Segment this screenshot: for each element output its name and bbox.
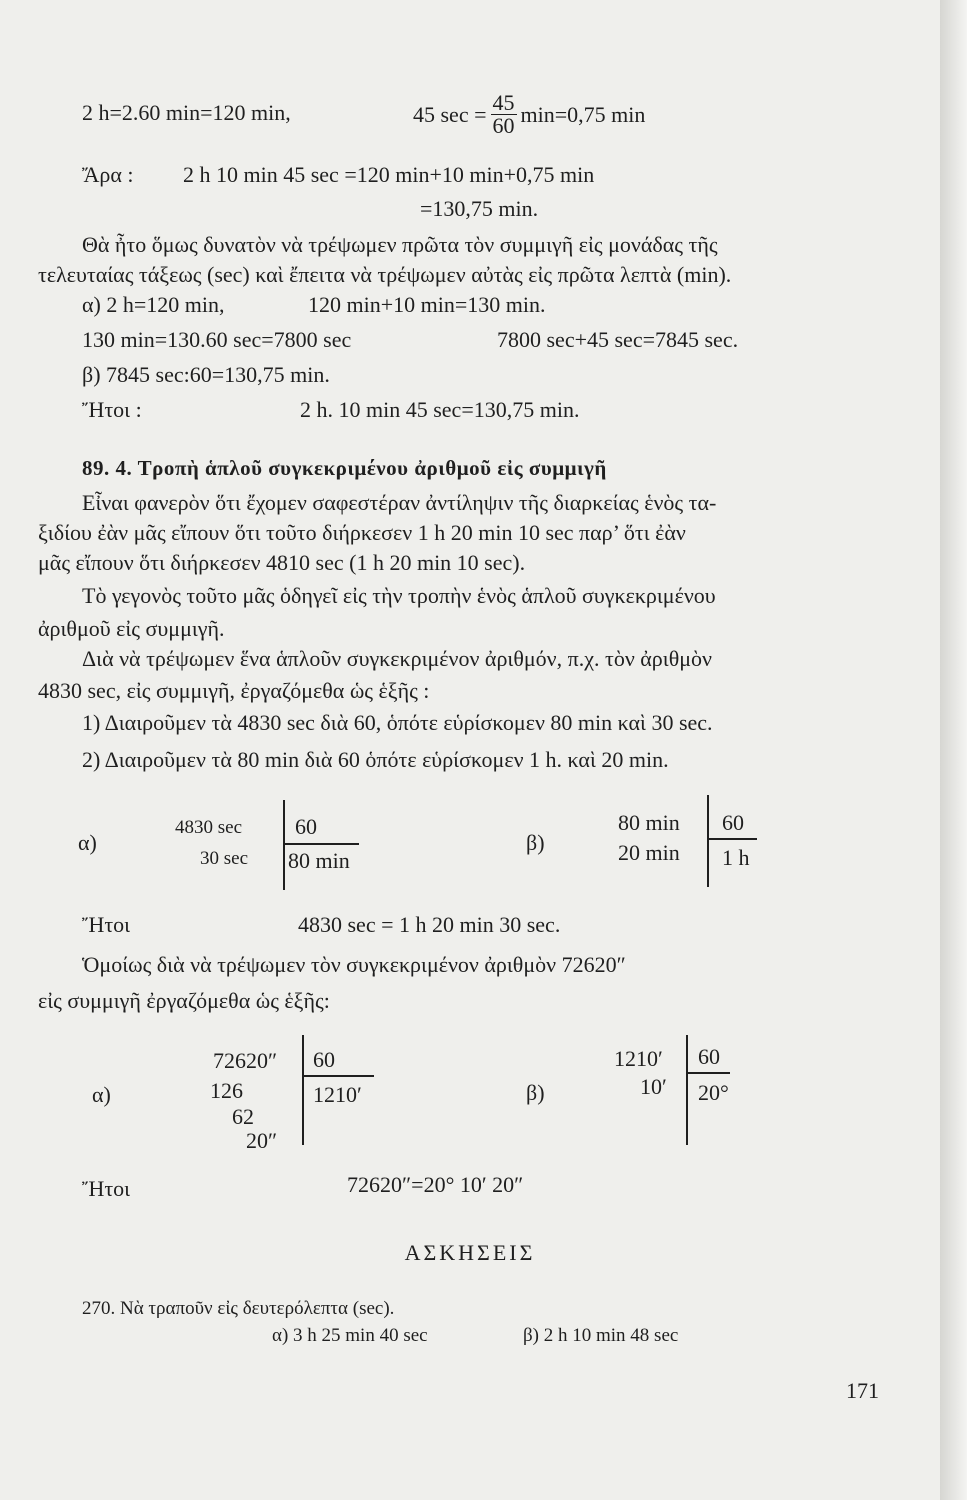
- page-edge: [940, 0, 967, 1500]
- ara-label: Ἄρα :: [82, 162, 134, 187]
- paragraph-line: μᾶς εἴπουν ὅτι διήρκεσεν 4810 sec (1 h 20 min 10 sec).: [38, 550, 526, 575]
- division-horizontal-rule: [707, 838, 757, 840]
- paragraph-line: εἰς συμμιγῆ ἐργαζόμεθα ὡς ἑξῆς:: [38, 988, 330, 1013]
- etoi-label: Ἤτοι: [82, 912, 131, 937]
- division-quotient: 1 h: [722, 845, 750, 870]
- division-horizontal-rule: [686, 1072, 730, 1074]
- division-divisor: 60: [698, 1044, 720, 1069]
- paragraph-line: ξιδίου ἐὰν μᾶς εἴπουν ὅτι τοῦτο διήρκεσεν 1 h 20 min 10 sec παρ’ ὅτι ἐὰν: [38, 520, 686, 545]
- paragraph-line: Εἶναι φανερὸν ὅτι ἔχομεν σαφεστέραν ἀντίληψιν τῆς διαρκείας ἑνὸς τα-: [82, 490, 717, 515]
- etoi-label: Ἤτοι :: [82, 397, 142, 422]
- division-vertical-rule: [707, 795, 709, 887]
- division-partial-remainder: 62: [232, 1104, 254, 1129]
- division-label: β): [526, 830, 545, 855]
- step-2: 2) Διαιροῦμεν τὰ 80 min διὰ 60 ὁπότε εὑρίσκομεν 1 h. καὶ 20 min.: [82, 747, 669, 772]
- ara-expression: 2 h 10 min 45 sec =120 min+10 min+0,75 min: [183, 162, 595, 187]
- division-quotient: 80 min: [288, 848, 350, 873]
- equation-line-1: [82, 100, 291, 126]
- fraction-numerator: 45: [492, 90, 515, 115]
- paragraph-line: Θὰ ἦτο ὅμως δυνατὸν νὰ τρέψωμεν πρῶτα τὸν συμμιγῆ εἰς μονάδας τῆς: [82, 232, 718, 257]
- division-horizontal-rule: [283, 843, 359, 845]
- division-dividend: 80 min: [618, 810, 680, 835]
- division-remainder: 20″: [246, 1128, 278, 1153]
- exercise-270-a: α) 3 h 25 min 40 sec: [272, 1325, 428, 1346]
- paragraph-line: τελευταίας τάξεως (sec) καὶ ἔπειτα νὰ τρέψωμεν αὐτὰς εἰς πρῶτα λεπτὰ (min).: [38, 262, 732, 287]
- division-vertical-rule: [283, 800, 285, 890]
- paragraph-line: 4830 sec, εἰς συμμιγῆ, ἐργαζόμεθα ὡς ἑξῆς :: [38, 678, 430, 703]
- etoi-value: 4830 sec = 1 h 20 min 30 sec.: [298, 912, 561, 937]
- division-horizontal-rule: [302, 1075, 374, 1077]
- paragraph-line: Ὁμοίως διὰ νὰ τρέψωμεν τὸν συγκεκριμένον ἀριθμὸν 72620″: [82, 952, 626, 977]
- equation-hours: 2 h=2.60 min=120 min,: [82, 100, 291, 125]
- exercise-270: 270. Νὰ τραποῦν εἰς δευτερόλεπτα (sec).: [82, 1298, 395, 1319]
- section-title: Τροπὴ ἁπλοῦ συγκεκριμένου ἀριθμοῦ εἰς συμμιγῆ: [137, 456, 607, 480]
- calc-b-right: 7800 sec+45 sec=7845 sec.: [497, 327, 739, 352]
- division-label: α): [92, 1082, 111, 1107]
- division-divisor: 60: [722, 810, 744, 835]
- exercises-heading-row: [0, 1240, 940, 1266]
- division-partial-remainder: 126: [210, 1078, 243, 1103]
- division-divisor: 60: [295, 814, 317, 839]
- division-dividend: 4830 sec: [175, 817, 243, 838]
- page-number: 171: [846, 1378, 879, 1403]
- division-remainder: 10′: [640, 1074, 667, 1099]
- calc-a-right: 120 min+10 min=130 min.: [308, 292, 546, 317]
- equation-fraction-line: [413, 92, 645, 137]
- equation-minutes: min=0,75 min: [520, 101, 646, 127]
- division-dividend: 1210′: [614, 1046, 663, 1071]
- division-remainder: 30 sec: [200, 848, 249, 869]
- etoi-value: 2 h. 10 min 45 sec=130,75 min.: [300, 397, 580, 422]
- step-1: 1) Διαιροῦμεν τὰ 4830 sec διὰ 60, ὁπότε εὑρίσκομεν 80 min καὶ 30 sec.: [82, 710, 713, 735]
- calc-b-left: 130 min=130.60 sec=7800 sec: [82, 327, 352, 352]
- paragraph-line: Τὸ γεγονὸς τοῦτο μᾶς ὁδηγεῖ εἰς τὴν τροπὴν ἑνὸς ἁπλοῦ συγκεκριμένου: [82, 583, 716, 608]
- etoi-label: Ἤτοι: [82, 1176, 131, 1201]
- equation-seconds: 45 sec =: [413, 101, 487, 127]
- fraction-45-60: [491, 92, 517, 137]
- section-number: 89. 4.: [82, 456, 133, 480]
- division-remainder: 20 min: [618, 840, 680, 865]
- exercise-270-b: β) 2 h 10 min 48 sec: [523, 1325, 679, 1346]
- division-quotient: 20°: [698, 1080, 729, 1105]
- division-vertical-rule: [302, 1035, 304, 1145]
- calc-a-left: α) 2 h=120 min,: [82, 292, 225, 317]
- division-quotient: 1210′: [313, 1082, 362, 1107]
- paragraph-line: Διὰ νὰ τρέψωμεν ἕνα ἁπλοῦν συγκεκριμένον ἀριθμόν, π.χ. τὸν ἀριθμὸν: [82, 646, 712, 671]
- paragraph-line: ἀριθμοῦ εἰς συμμιγῆ.: [38, 616, 225, 641]
- division-divisor: 60: [313, 1047, 335, 1072]
- section-heading: [82, 455, 607, 481]
- calc-c: β) 7845 sec:60=130,75 min.: [82, 362, 330, 387]
- division-label: α): [78, 830, 97, 855]
- fraction-denominator: 60: [492, 113, 515, 138]
- ara-result: =130,75 min.: [420, 196, 539, 221]
- division-dividend: 72620″: [213, 1048, 278, 1073]
- division-vertical-rule: [686, 1035, 688, 1145]
- exercises-heading: ΑΣΚΗΣΕΙΣ: [404, 1240, 536, 1265]
- division-label: β): [526, 1080, 545, 1105]
- etoi-value: 72620″=20° 10′ 20″: [347, 1172, 524, 1197]
